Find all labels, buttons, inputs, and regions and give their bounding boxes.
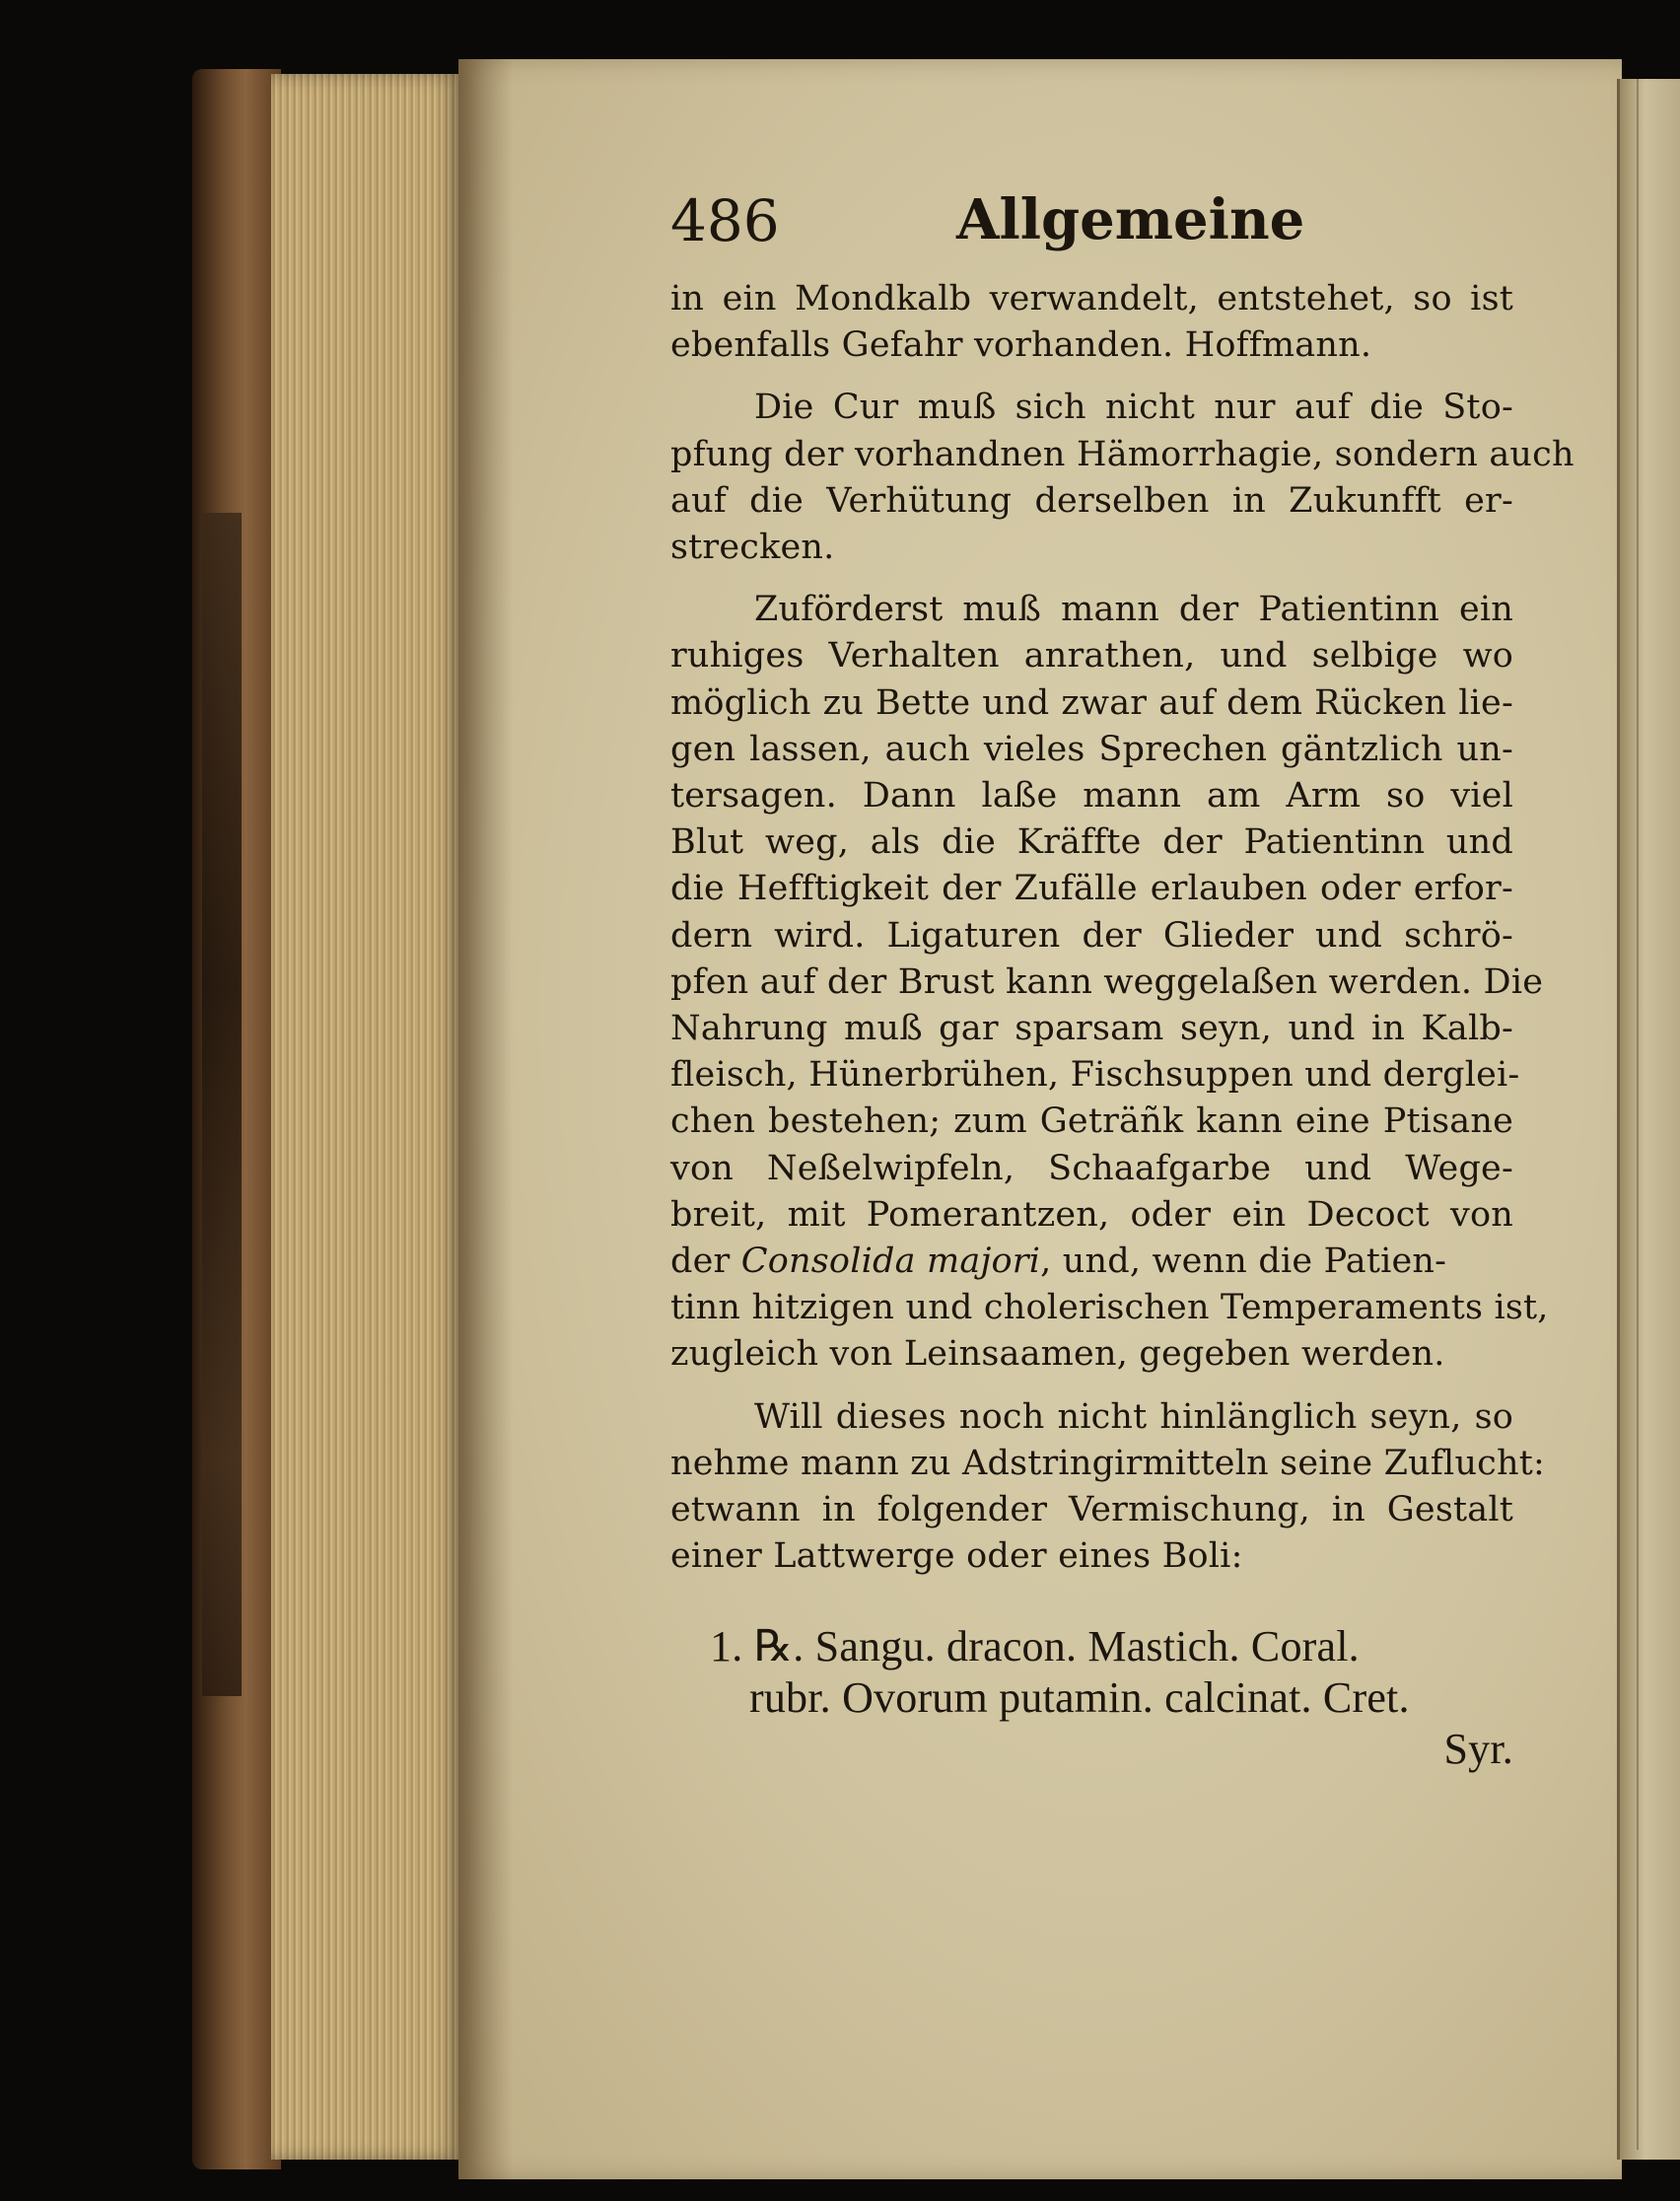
page-gutter-shadow bbox=[458, 59, 513, 2179]
text-line: Blut weg, als die Kräffte der Patientinn und bbox=[670, 822, 1513, 863]
text-line: dern wird. Ligaturen der Glieder und schrö- bbox=[670, 915, 1513, 956]
text-line: die Hefftigkeit der Zufälle erlauben oder erfor- bbox=[670, 869, 1513, 909]
text-line: Zuförderst muß mann der Patientinn ein bbox=[754, 590, 1513, 630]
text-line: auf die Verhütung derselben in Zukunfft er- bbox=[670, 480, 1513, 521]
facing-page-edge bbox=[1617, 79, 1680, 2160]
text-line: gen lassen, auch vieles Sprechen gäntzlich un- bbox=[670, 729, 1513, 769]
text-line: Nahrung muß gar sparsam seyn, und in Kalb- bbox=[670, 1009, 1513, 1049]
text-line: pfen auf der Brust kann weggelaßen werden. Die bbox=[670, 961, 1544, 1002]
text-suffix: , und, wenn die Patien- bbox=[1040, 1242, 1447, 1282]
latin-term: Consolida majori bbox=[740, 1242, 1041, 1282]
page-number: 486 bbox=[670, 187, 780, 254]
text-line: strecken. bbox=[670, 528, 835, 568]
facing-page-line bbox=[1637, 79, 1639, 2150]
text-line: fleisch, Hünerbrühen, Fischsuppen und derglei- bbox=[670, 1055, 1520, 1096]
page-text bbox=[670, 187, 1575, 1775]
text-line-latin bbox=[670, 1239, 1513, 1285]
text-line: pfung der vorhandnen Hämorrhagie, sondern auch bbox=[670, 434, 1575, 474]
text-line: ebenfalls Gefahr vorhanden. Hoffmann. bbox=[670, 325, 1372, 366]
page-edges bbox=[271, 74, 463, 2160]
paragraph-4 bbox=[670, 1394, 1545, 1581]
text-line: in ein Mondkalb verwandelt, entstehet, so ist bbox=[670, 279, 1513, 319]
text-prefix: der bbox=[670, 1242, 731, 1282]
text-line: einer Lattwerge oder eines Boli: bbox=[670, 1536, 1243, 1577]
recipe-block bbox=[670, 1621, 1513, 1775]
text-line: chen bestehen; zum Geträñk kann eine Ptisane bbox=[670, 1101, 1513, 1142]
paragraph-3 bbox=[670, 587, 1549, 1378]
text-line: nehme mann zu Adstringirmitteln seine Zuflucht: bbox=[670, 1443, 1545, 1483]
recipe-line: rubr. Ovorum putamin. calcinat. Cret. bbox=[749, 1673, 1410, 1723]
recipe-line: 1. ℞. Sangu. dracon. Mastich. Coral. bbox=[710, 1622, 1360, 1671]
text-line: ruhiges Verhalten anrathen, und selbige wo bbox=[670, 636, 1513, 676]
cover-wear bbox=[202, 513, 242, 1696]
text-line: von Neßelwipfeln, Schaafgarbe und Wege- bbox=[670, 1148, 1513, 1188]
text-line: breit, mit Pomerantzen, oder ein Decoct von bbox=[670, 1194, 1513, 1235]
paragraph-1 bbox=[670, 276, 1513, 369]
text-line: zugleich von Leinsaamen, gegeben werden. bbox=[670, 1334, 1445, 1375]
text-line: möglich zu Bette und zwar auf dem Rücken lie- bbox=[670, 682, 1513, 723]
paragraph-2 bbox=[670, 385, 1575, 571]
text-line: tersagen. Dann laße mann am Arm so viel bbox=[670, 776, 1513, 816]
recipe-line: Syr. bbox=[1443, 1725, 1513, 1774]
text-line: Die Cur muß sich nicht nur auf die Sto- bbox=[754, 388, 1513, 428]
text-line: etwann in folgender Vermischung, in Gestalt bbox=[670, 1490, 1513, 1530]
text-line: Will dieses noch nicht hinlänglich seyn, so bbox=[754, 1396, 1513, 1437]
page-header bbox=[670, 187, 1513, 276]
text-line: tinn hitzigen und cholerischen Temperaments ist, bbox=[670, 1288, 1549, 1328]
running-head: Allgemeine bbox=[956, 187, 1305, 252]
